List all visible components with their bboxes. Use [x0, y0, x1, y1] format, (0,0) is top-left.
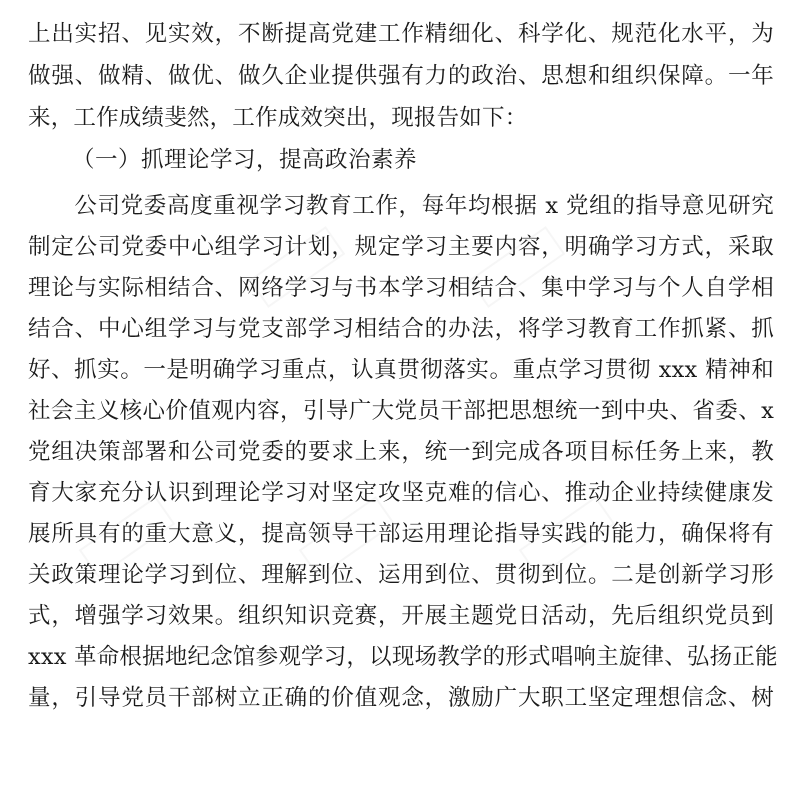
body-line-3: 理论与实际相结合、网络学习与书本学习相结合、集中学习与个人自学相: [28, 275, 774, 301]
body-line-6: 社会主义核心价值观内容，引导广大党员干部把思想统一到中央、省委、x: [28, 398, 774, 424]
body-line-7: 党组决策部署和公司党委的要求上来，统一到完成各项目标任务上来，教: [28, 439, 774, 465]
intro-line-2: 做强、做精、做优、做久企业提供强有力的政治、思想和组织保障。一年: [28, 63, 774, 89]
body-line-10: 关政策理论学习到位、理解到位、运用到位、贯彻到位。二是创新学习形: [28, 562, 774, 588]
body-line-1: 公司党委高度重视学习教育工作，每年均根据 x 党组的指导意见研究: [28, 193, 774, 219]
body-line-12: xxx 革命根据地纪念馆参观学习，以现场教学的形式唱响主旋律、弘扬正能: [28, 644, 778, 670]
body-line-2: 制定公司党委中心组学习计划，规定学习主要内容，明确学习方式，采取: [28, 234, 774, 260]
body-line-5: 好、抓实。一是明确学习重点，认真贯彻落实。重点学习贯彻 xxx 精神和: [28, 357, 774, 383]
body-line-11: 式，增强学习效果。组织知识竞赛，开展主题党日活动，先后组织党员到: [28, 603, 774, 629]
section-heading: （一）抓理论学习，提高政治素养: [72, 147, 418, 173]
body-line-8: 育大家充分认识到理论学习对坚定攻坚克难的信心、推动企业持续健康发: [28, 480, 774, 506]
body-line-4: 结合、中心组学习与党支部学习相结合的办法，将学习教育工作抓紧、抓: [28, 316, 774, 342]
intro-line-1: 上出实招、见实效，不断提高党建工作精细化、科学化、规范化水平，为: [28, 21, 774, 47]
body-line-13: 量，引导党员干部树立正确的价值观念，激励广大职工坚定理想信念、树: [28, 685, 774, 711]
body-line-9: 展所具有的重大意义，提高领导干部运用理论指导实践的能力，确保将有: [28, 521, 774, 547]
intro-line-3: 来，工作成绩斐然，工作成效突出，现报告如下：: [28, 105, 528, 131]
